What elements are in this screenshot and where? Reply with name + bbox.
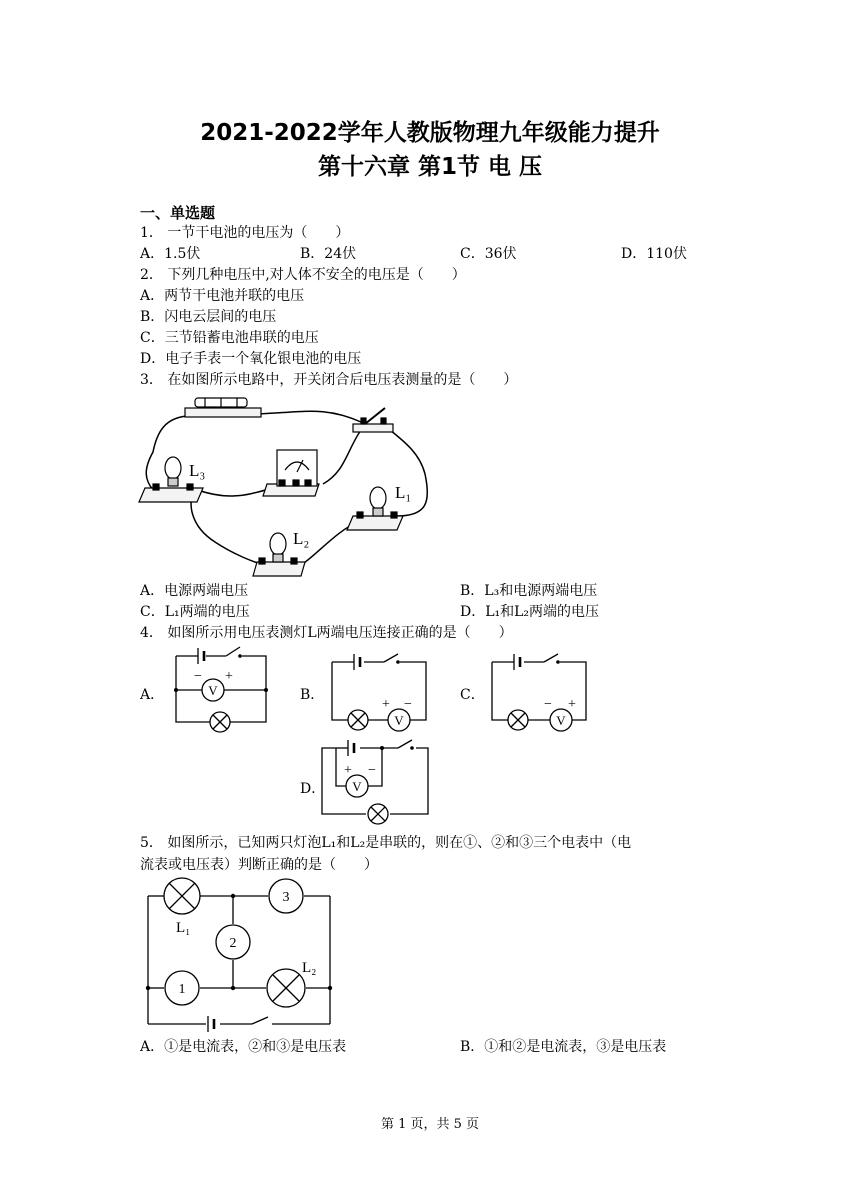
page-footer: 第 1 页，共 5 页 <box>380 1117 480 1132</box>
question-4-stem: 4． 如图所示用电压表测灯L两端电压连接正确的是（ ） <box>140 625 513 641</box>
question-2-option-a: A．两节干电池并联的电压 <box>140 288 305 304</box>
voltmeter-icon <box>388 709 410 731</box>
lamp-icon <box>348 710 368 730</box>
svg-text:3: 3 <box>282 890 290 905</box>
question-3-option-a: A．电源两端电压 <box>140 583 249 599</box>
question-2-option-b: B．闪电云层间的电压 <box>140 309 277 325</box>
question-5-stem-line-1: 5． 如图所示，已知两只灯泡L₁和L₂是串联的，则在①、②和③三个电表中（电 <box>140 835 632 851</box>
svg-text:+: + <box>344 763 352 778</box>
question-1-option-c: C．36伏 <box>460 246 517 262</box>
question-3-option-d: D．L₁和L₂两端的电压 <box>460 604 600 620</box>
battery-icon <box>185 398 261 417</box>
meter-3-icon <box>269 879 303 913</box>
lamp-icon <box>368 804 388 824</box>
lamp-l1-label: L₁ <box>395 483 412 502</box>
question-1-option-a: A．1.5伏 <box>140 246 201 262</box>
question-1-option-b: B．24伏 <box>300 246 357 262</box>
question-4-circuit-c <box>488 652 592 734</box>
lamp-l3-label: L₃ <box>189 461 206 480</box>
svg-text:−: − <box>368 763 376 778</box>
lamp-l2-label: L₂ <box>293 529 310 548</box>
svg-text:+: + <box>382 697 390 712</box>
svg-text:V: V <box>556 713 566 728</box>
svg-text:−: − <box>544 697 552 712</box>
question-2-option-d: D．电子手表一个氧化银电池的电压 <box>140 351 362 367</box>
question-5-option-a: A．①是电流表，②和③是电压表 <box>140 1039 347 1055</box>
lamp-l1-label: L₁ <box>176 920 191 936</box>
question-4-circuit-d <box>318 740 432 824</box>
question-5-stem-line-2: 流表或电压表）判断正确的是（ ） <box>140 857 378 873</box>
lamp-icon <box>508 710 528 730</box>
question-4-circuit-b <box>328 652 432 734</box>
question-3-circuit-figure <box>135 392 435 584</box>
voltmeter-icon <box>202 679 224 701</box>
switch-icon <box>353 408 393 432</box>
lamp-l1-icon <box>164 878 200 914</box>
question-4-option-a: A． <box>140 687 165 703</box>
question-1-option-d: D．110伏 <box>621 246 687 262</box>
chapter-title: 第十六章 第1节 电 压 <box>317 154 543 180</box>
question-4-option-c: C． <box>460 687 485 703</box>
svg-text:2: 2 <box>229 936 237 951</box>
question-4-option-d: D． <box>300 781 326 797</box>
lamp-l2-icon <box>267 969 305 1007</box>
question-2-stem: 2． 下列几种电压中,对人体不安全的电压是（ ） <box>140 267 466 283</box>
question-3-option-c: C．L₁两端的电压 <box>140 604 250 620</box>
question-2-option-c: C．三节铅蓄电池串联的电压 <box>140 330 319 346</box>
meter-2-icon <box>216 925 250 959</box>
question-3-option-b: B．L₃和电源两端电压 <box>460 583 598 599</box>
voltmeter-icon <box>550 709 572 731</box>
svg-text:V: V <box>394 713 404 728</box>
question-4-option-b: B． <box>300 687 325 703</box>
question-3-stem: 3． 在如图所示电路中，开关闭合后电压表测量的是（ ） <box>140 372 518 388</box>
document-title: 2021-2022学年人教版物理九年级能力提升 <box>200 120 660 146</box>
question-4-circuit-a <box>170 644 270 736</box>
svg-text:+: + <box>225 669 233 684</box>
svg-text:+: + <box>568 697 576 712</box>
svg-text:V: V <box>208 683 218 698</box>
lamp-icon <box>210 712 230 732</box>
voltmeter-icon <box>346 775 368 797</box>
voltmeter-icon <box>263 450 319 496</box>
svg-text:V: V <box>352 779 362 794</box>
section-heading: 一、单选题 <box>140 204 216 222</box>
svg-text:1: 1 <box>178 982 186 997</box>
question-5-circuit-figure <box>140 876 336 1030</box>
meter-1-icon <box>165 971 199 1005</box>
lamp-l2-label: L₂ <box>302 960 317 976</box>
svg-text:−: − <box>404 697 412 712</box>
question-5-option-b: B．①和②是电流表，③是电压表 <box>460 1039 667 1055</box>
question-1-stem: 1． 一节干电池的电压为（ ） <box>140 225 350 241</box>
svg-text:−: − <box>194 669 202 684</box>
